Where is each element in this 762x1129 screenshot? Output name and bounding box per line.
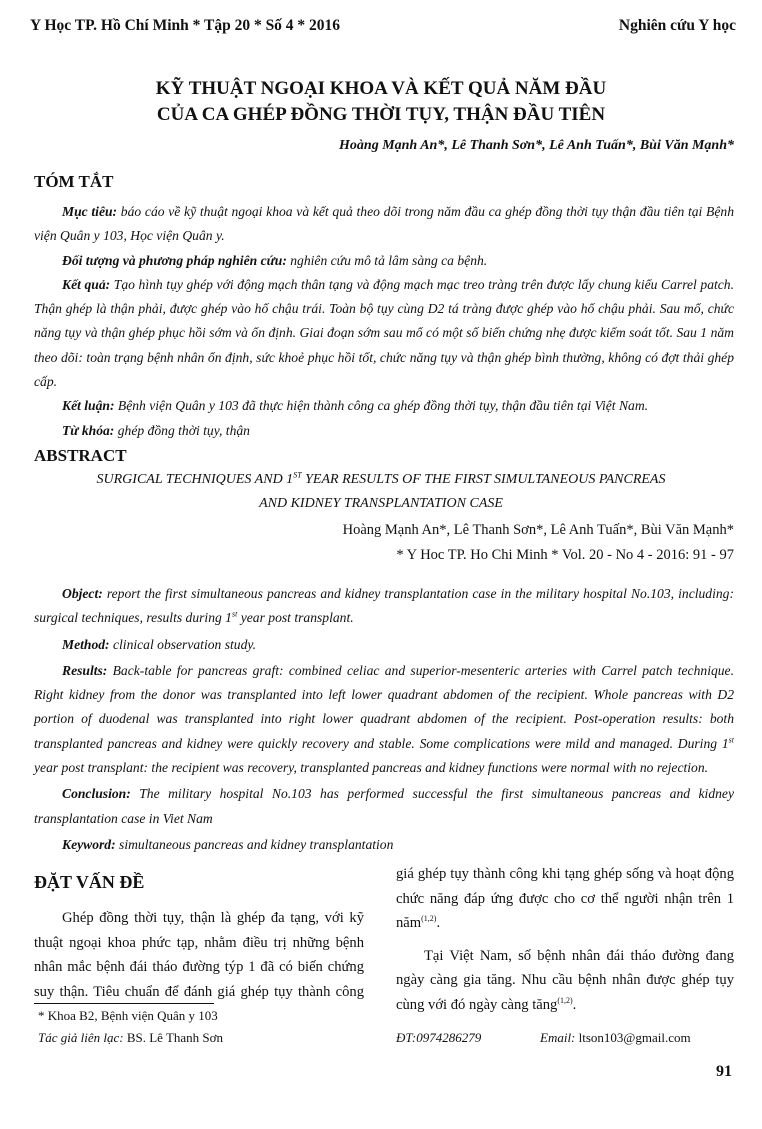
phone: ĐT:0974286279	[396, 1030, 482, 1045]
objective-paragraph	[34, 200, 734, 249]
footnote-divider	[34, 1003, 214, 1004]
contact-footnote	[38, 1030, 223, 1046]
label: Đối tượng và phương pháp nghiên cứu:	[62, 252, 287, 268]
object-paragraph	[34, 582, 734, 631]
intro-right-column	[396, 862, 734, 1017]
title-line-1: KỸ THUẬT NGOẠI KHOA VÀ KẾT QUẢ NĂM ĐẦU	[155, 78, 607, 99]
summary-heading: TÓM TẮT	[34, 172, 114, 191]
text: report the first simultaneous pancreas and kidney transplantation case in the military hospital No.103, including: surgical techniques, results during 1	[34, 586, 734, 626]
summary-body	[34, 200, 734, 443]
text: year post transplant.	[237, 610, 354, 626]
intro-paragraph-2: Tại Việt Nam, số bệnh nhân đái tháo đường đang ngày càng gia tăng. Nhu cầu bệnh nhân được ghép tụy cùng với đó ngày càng tăng$^{(1,2)}$.	[396, 947, 734, 1013]
text: Tạo hình tụy ghép với động mạch thân tạng và động mạch mạc treo tràng trên được lấy chung kiểu Carrel patch. Thận ghép là thận phải, được ghép vào hố chậu trái. Toàn bộ tụy cùng D2 tá tràng được ghép vào hố chậu phải. Sau mổ, chức năng tụy và thận ghép phục hồi sớm và ổn định. Giai đoạn sớm sau mổ có một số biến chứng nhẹ được kiểm soát tốt. Sau 1 năm theo dõi: toàn trạng bệnh nhân ổn định, sức khoẻ phục hồi tốt, chức năng tụy và thận ghép bình thường, không có đợt thải ghép cấp.	[34, 276, 734, 390]
text: báo cáo về kỹ thuật ngoại khoa và kết quả theo dõi trong năm đầu ca ghép đồng thời tụy thận đầu tiên tại Bệnh viện Quân y 103, Học viện Quân y.	[34, 204, 734, 244]
abstract-body	[34, 582, 734, 857]
text: Ghép đồng thời tụy, thận là ghép đa tạng, với kỹ thuật ngoại khoa phức tạp, nhằm điều trị những bệnh nhân mắc bệnh đái tháo đường týp 1 đã có biến chứng suy thận. Tiêu chuẩn để đánh giá ghép tụy thành công	[34, 910, 364, 1000]
label: Method:	[62, 636, 110, 652]
label: Object:	[62, 586, 103, 601]
authors: Hoàng Mạnh An*, Lê Thanh Sơn*, Lê Anh Tuấn*, Bùi Văn Mạnh*	[339, 138, 734, 153]
text: clinical observation study.	[109, 636, 257, 652]
method-paragraph	[34, 633, 734, 657]
affiliation-footnote: * Khoa B2, Bệnh viện Quân y 103	[38, 1008, 218, 1023]
label: Tác giả liên lạc:	[38, 1030, 124, 1045]
text: ghép đồng thời tụy, thận	[114, 422, 250, 438]
label: Kết quả:	[62, 276, 111, 292]
text: year post transplant: the recipient was recovery, transplanted pancreas and kidney functions were normal with no rejection.	[34, 760, 709, 776]
abstract-title-line-2: AND KIDNEY TRANSPLANTATION CASE	[259, 496, 503, 511]
text: Bệnh viện Quân y 103 đã thực hiện thành công ca ghép đồng thời tụy, thận đầu tiên tại Việt Nam.	[114, 398, 649, 414]
sup: st	[728, 735, 734, 745]
section-header: Nghiên cứu Y học	[618, 17, 736, 34]
title-line-2: CỦA CA GHÉP ĐỒNG THỜI TỤY, THẬN ĐẦU TIÊN	[156, 104, 606, 125]
label: Keyword:	[62, 836, 116, 852]
label: Results:	[62, 662, 108, 678]
intro-paragraph-1-left	[34, 906, 364, 1004]
text: The military hospital No.103 has performed successful the first simultaneous pancreas and kidney transplantation case in Viet Nam	[34, 786, 734, 826]
email	[540, 1030, 691, 1046]
results-paragraph	[34, 273, 734, 394]
sup: ST	[293, 470, 302, 480]
page-number: 91	[716, 1063, 732, 1080]
journal-header: Y Học TP. Hồ Chí Minh * Tập 20 * Số 4 * 2016	[30, 17, 341, 34]
sup: st	[231, 609, 238, 619]
label: Mục tiêu:	[62, 204, 118, 219]
text: ltson103@gmail.com	[575, 1030, 691, 1045]
intro-paragraph-1-continued: giá ghép tụy thành công khi tạng ghép sống và hoạt động chức năng đáp ứng được cho cơ thể người nhận trên 1 năm$^{(1,2)}$.	[396, 866, 734, 931]
text: simultaneous pancreas and kidney transplantation	[115, 836, 394, 852]
t: SURGICAL TECHNIQUES AND 1	[96, 472, 294, 487]
label: Email:	[540, 1030, 576, 1045]
ref: (1,2)	[557, 995, 573, 1005]
results-paragraph	[34, 659, 734, 780]
abstract-title-line-1	[0, 472, 762, 488]
label: Kết luận:	[62, 398, 115, 414]
conclusion-paragraph	[34, 394, 734, 418]
text: Back-table for pancreas graft: combined celiac and superior-mesenteric arteries with Carrel patch technique. Right kidney from the donor was transplanted into left lower quadrant abdomen of the recipient. Whole pancreas with D2 portion of duodenal was transplanted into right lower quadrant abdomen of the recipient. Post-operation results: both transplanted pancreas and kidney were quickly recovery and stable. Some complications were mild and managed. During 1	[34, 662, 734, 751]
abstract-authors: Hoàng Mạnh An*, Lê Thanh Sơn*, Lê Anh Tuấn*, Bùi Văn Mạnh*	[342, 522, 734, 538]
abstract-heading: ABSTRACT	[34, 446, 127, 465]
citation: * Y Hoc TP. Ho Chi Minh * Vol. 20 - No 4 - 2016: 91 - 97	[396, 547, 734, 563]
text: BS. Lê Thanh Sơn	[123, 1030, 224, 1045]
text: nghiên cứu mô tả lâm sàng ca bệnh.	[286, 252, 488, 268]
intro-heading: ĐẶT VẤN ĐỀ	[34, 872, 145, 892]
t: YEAR RESULTS OF THE FIRST SIMULTANEOUS PANCREAS	[301, 472, 666, 487]
text: Tại Việt Nam, số bệnh nhân đái tháo đường đang ngày càng gia tăng. Nhu cầu bệnh nhân được ghép tụy cùng với đó ngày càng tăng	[396, 947, 734, 1013]
label: Từ khóa:	[62, 422, 115, 438]
keywords-paragraph	[34, 419, 734, 443]
ref: (1,2)	[421, 914, 437, 924]
methods-paragraph	[34, 249, 734, 273]
keyword-paragraph	[34, 833, 734, 857]
conclusion-paragraph	[34, 782, 734, 831]
label: Conclusion:	[62, 786, 131, 802]
